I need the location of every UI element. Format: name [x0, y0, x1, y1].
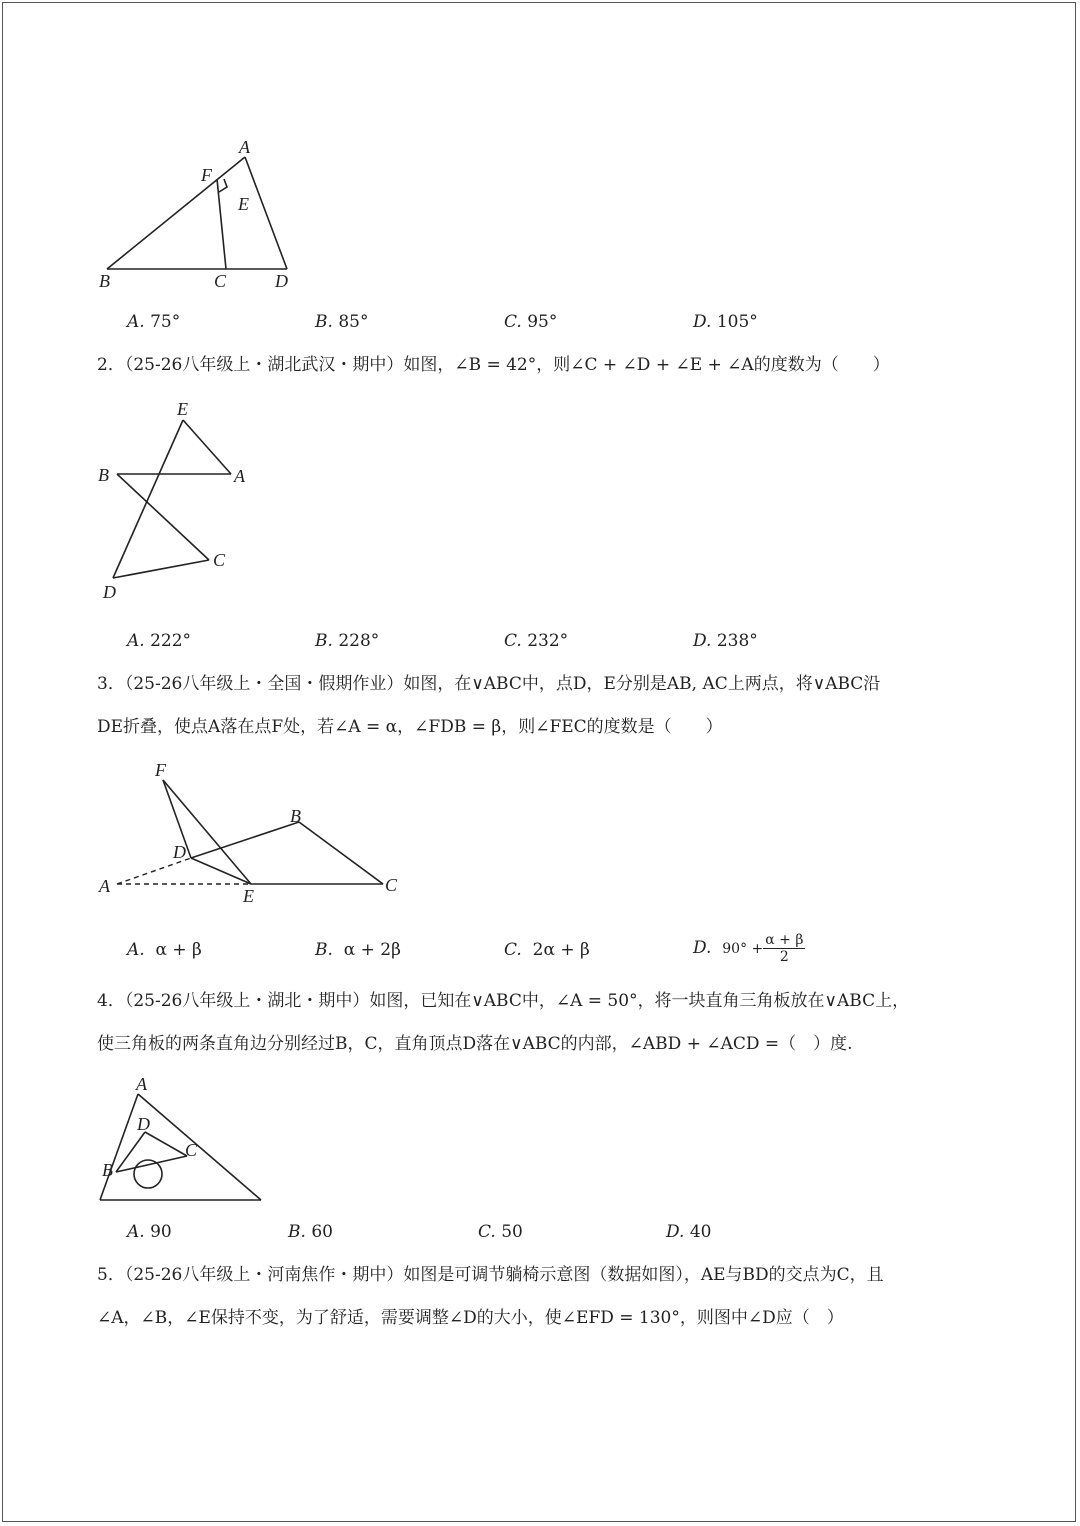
- q3-option-d-fraction: $\frac{\alpha + \beta}{2}$: [765, 932, 804, 965]
- q3-label-a: A: [99, 876, 110, 896]
- q2-option-a[interactable]: A. 222°: [127, 631, 192, 651]
- q1-label-e: E: [238, 194, 249, 214]
- q1-figure: [95, 135, 315, 295]
- q4-option-c[interactable]: C. 50: [478, 1222, 523, 1242]
- q4-option-a[interactable]: A. 90: [127, 1222, 172, 1242]
- q4-label-c: C: [185, 1140, 198, 1160]
- q4-option-b[interactable]: B. 60: [288, 1222, 333, 1242]
- q4-label-b: B: [102, 1160, 113, 1180]
- q2-label-c: C: [213, 550, 226, 570]
- q4-option-d[interactable]: D. 40: [666, 1222, 712, 1242]
- q3-label-b: B: [290, 806, 301, 826]
- q2-option-d[interactable]: D. 238°: [693, 631, 758, 651]
- q1-label-d: D: [275, 271, 288, 291]
- q3-option-b[interactable]: B. α + 2β: [315, 940, 401, 960]
- q2-option-b[interactable]: B. 228°: [315, 631, 380, 651]
- q2-option-c[interactable]: C. 232°: [504, 631, 569, 651]
- q3-option-d[interactable]: D. 90° + $\frac{\alpha + \beta}{2}$: [693, 932, 804, 965]
- q1-option-d[interactable]: D. 105°: [693, 312, 758, 332]
- q2-question-text: 2．（25-26八年级上・湖北武汉・期中）如图，∠B = 42°，则∠C + ∠D + ∠E + ∠A的度数为（ ）: [97, 355, 890, 375]
- q1-label-a: A: [239, 137, 250, 157]
- q5-question-line1: 5．（25-26八年级上・河南焦作・期中）如图是可调节躺椅示意图（数据如图），AE与BD的交点为C，且: [97, 1265, 884, 1285]
- q3-label-e: E: [243, 886, 254, 906]
- q3-question-line1: 3．（25-26八年级上・全国・假期作业）如图，在∨ABC中，点D，E分别是AB, AC上两点，将∨ABC沿: [97, 674, 881, 694]
- q1-option-c[interactable]: C. 95°: [504, 312, 558, 332]
- q1-option-a[interactable]: A. 75°: [127, 312, 181, 332]
- q4-figure: [95, 1072, 275, 1207]
- q2-label-d: D: [103, 582, 116, 602]
- q4-label-a: A: [136, 1074, 147, 1094]
- q3-question-line2: DE折叠，使点A落在点F处，若∠A = α，∠FDB = β，则∠FEC的度数是（ ）: [97, 717, 723, 737]
- q2-label-b: B: [98, 465, 109, 485]
- q1-label-f: F: [201, 165, 212, 185]
- q4-question-line2: 使三角板的两条直角边分别经过B，C，直角顶点D落在∨ABC的内部，∠ABD + ∠ACD =（ ）度.: [97, 1034, 853, 1054]
- q4-question-line1: 4．（25-26八年级上・湖北・期中）如图，已知在∨ABC中，∠A = 50°，将一块直角三角板放在∨ABC上，: [97, 991, 910, 1011]
- q2-figure: [95, 398, 275, 608]
- q3-label-d: D: [173, 842, 186, 862]
- q1-label-b: B: [99, 271, 110, 291]
- q3-option-a[interactable]: A. α + β: [127, 940, 202, 960]
- q1-option-b[interactable]: B. 85°: [315, 312, 369, 332]
- q2-label-a: A: [234, 466, 245, 486]
- q3-label-c: C: [385, 875, 398, 895]
- q3-option-c[interactable]: C. 2α + β: [504, 940, 590, 960]
- q3-figure: [95, 760, 415, 910]
- q4-label-d: D: [137, 1114, 150, 1134]
- q1-label-c: C: [214, 271, 227, 291]
- q3-label-f: F: [155, 760, 166, 780]
- q5-question-line2: ∠A，∠B，∠E保持不变，为了舒适，需要调整∠D的大小，使∠EFD = 130°，则图中∠D应（ ）: [97, 1308, 844, 1328]
- q2-label-e: E: [177, 399, 188, 419]
